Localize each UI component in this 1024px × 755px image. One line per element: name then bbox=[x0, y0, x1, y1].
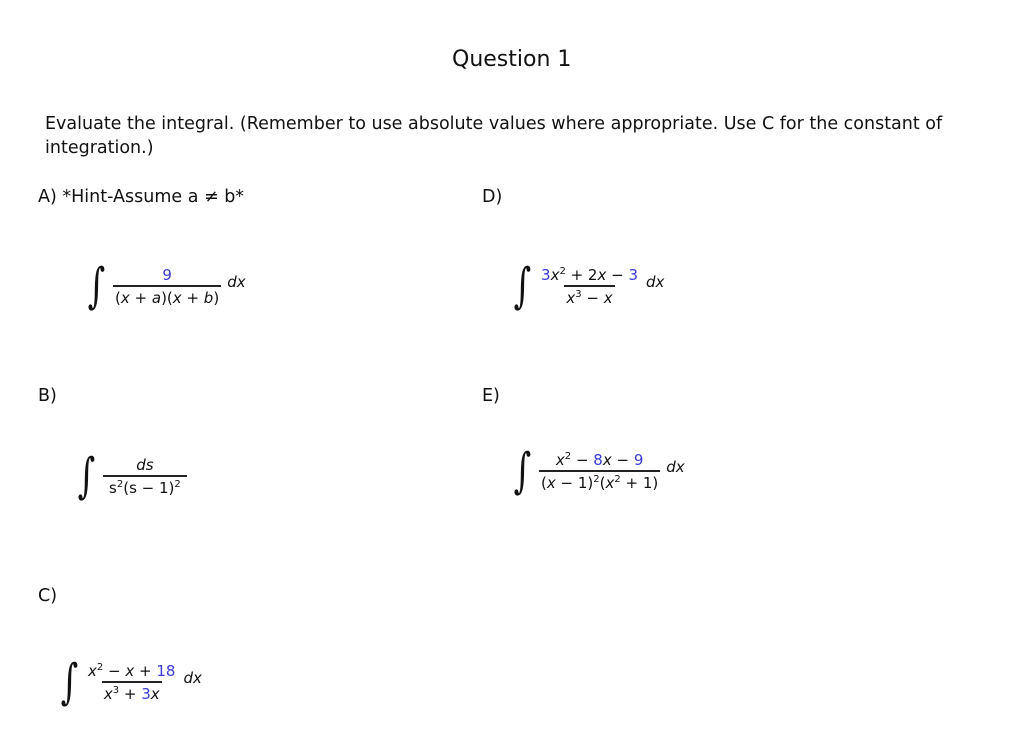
math-term: ( bbox=[115, 288, 121, 307]
math-term: x bbox=[603, 288, 613, 307]
math-term: )( bbox=[161, 288, 173, 307]
math-term: x bbox=[597, 265, 607, 284]
math-term: + 1) bbox=[620, 473, 659, 492]
differential: dx bbox=[666, 458, 685, 476]
problem-b-label: B) bbox=[38, 386, 57, 406]
problem-c-label: C) bbox=[38, 586, 58, 606]
math-term: x bbox=[172, 288, 182, 307]
math-term: ( bbox=[599, 473, 606, 492]
math-term: − bbox=[611, 450, 634, 469]
numerator bbox=[130, 456, 159, 475]
math-term: b bbox=[203, 288, 214, 307]
integral-d bbox=[510, 256, 664, 316]
integral-e bbox=[510, 441, 685, 501]
math-term: x bbox=[150, 684, 160, 703]
math-term: x bbox=[88, 661, 97, 680]
math-term: 3 bbox=[541, 265, 551, 284]
exponent: 3 bbox=[575, 288, 582, 300]
math-term: x bbox=[120, 288, 130, 307]
differential: dx bbox=[646, 273, 665, 291]
math-term: + bbox=[134, 661, 157, 680]
exponent: 2 bbox=[174, 478, 181, 490]
math-term: − bbox=[581, 288, 604, 307]
exponent: 2 bbox=[96, 661, 104, 673]
math-term: − bbox=[606, 265, 629, 284]
problem-d-label: D) bbox=[482, 187, 503, 207]
math-term: + bbox=[181, 288, 204, 307]
math-term: − bbox=[571, 450, 594, 469]
fraction bbox=[539, 266, 640, 307]
differential: dx bbox=[227, 273, 246, 291]
denominator bbox=[539, 470, 660, 492]
math-term: + bbox=[129, 288, 152, 307]
math-term: 9 bbox=[633, 450, 644, 469]
integral-sign-icon: ∫ bbox=[513, 443, 532, 499]
math-term: − bbox=[103, 661, 126, 680]
math-term: 18 bbox=[156, 661, 176, 680]
math-term: 9 bbox=[162, 265, 172, 284]
denominator bbox=[113, 285, 221, 307]
math-term: ) bbox=[213, 288, 220, 307]
math-term: ds bbox=[136, 455, 154, 474]
problem-a-label: A) *Hint-Assume a ≠ b* bbox=[38, 187, 245, 207]
math-term: a bbox=[151, 288, 162, 307]
denominator bbox=[564, 285, 614, 307]
numerator bbox=[554, 451, 645, 470]
differential: dx bbox=[183, 669, 202, 687]
integral-sign-icon: ∫ bbox=[77, 448, 96, 504]
math-term: x bbox=[550, 265, 560, 284]
math-term: x bbox=[555, 450, 565, 469]
fraction bbox=[86, 662, 177, 703]
math-term: 3 bbox=[628, 265, 639, 284]
denominator bbox=[103, 475, 187, 497]
math-term: x bbox=[546, 473, 556, 492]
instructions: Evaluate the integral. (Remember to use absolute values where appropriate. Use C for the constant of integration.) bbox=[45, 114, 943, 158]
math-term: x bbox=[103, 684, 113, 703]
integral-b bbox=[74, 446, 187, 506]
math-term: x bbox=[566, 288, 576, 307]
integral-sign-icon: ∫ bbox=[513, 258, 532, 314]
exponent: 2 bbox=[559, 265, 566, 277]
fraction bbox=[539, 451, 660, 492]
numerator bbox=[86, 662, 177, 681]
math-term: s bbox=[109, 478, 117, 497]
question-title: Question 1 bbox=[452, 47, 572, 72]
numerator bbox=[160, 266, 174, 285]
math-term: x bbox=[605, 473, 615, 492]
integral-c bbox=[57, 652, 202, 712]
denominator bbox=[102, 681, 162, 703]
math-term: 8 bbox=[593, 450, 603, 469]
exponent: 2 bbox=[116, 478, 124, 490]
math-term: (s − 1) bbox=[123, 478, 175, 497]
math-term: ( bbox=[541, 473, 547, 492]
fraction bbox=[103, 456, 187, 497]
math-term: 3 bbox=[141, 684, 151, 703]
problem-e-label: E) bbox=[482, 386, 500, 406]
numerator bbox=[539, 266, 640, 285]
exponent: 2 bbox=[564, 450, 572, 462]
exponent: 3 bbox=[112, 684, 120, 696]
integral-sign-icon: ∫ bbox=[60, 654, 79, 710]
math-term: + 2 bbox=[565, 265, 598, 284]
exponent: 2 bbox=[593, 473, 600, 485]
integral-sign-icon: ∫ bbox=[87, 258, 106, 314]
exponent: 2 bbox=[614, 473, 621, 485]
math-term: − 1) bbox=[555, 473, 594, 492]
fraction bbox=[113, 266, 221, 307]
math-term: + bbox=[119, 684, 142, 703]
math-term: x bbox=[602, 450, 612, 469]
math-term: x bbox=[125, 661, 135, 680]
integral-a bbox=[84, 256, 246, 316]
